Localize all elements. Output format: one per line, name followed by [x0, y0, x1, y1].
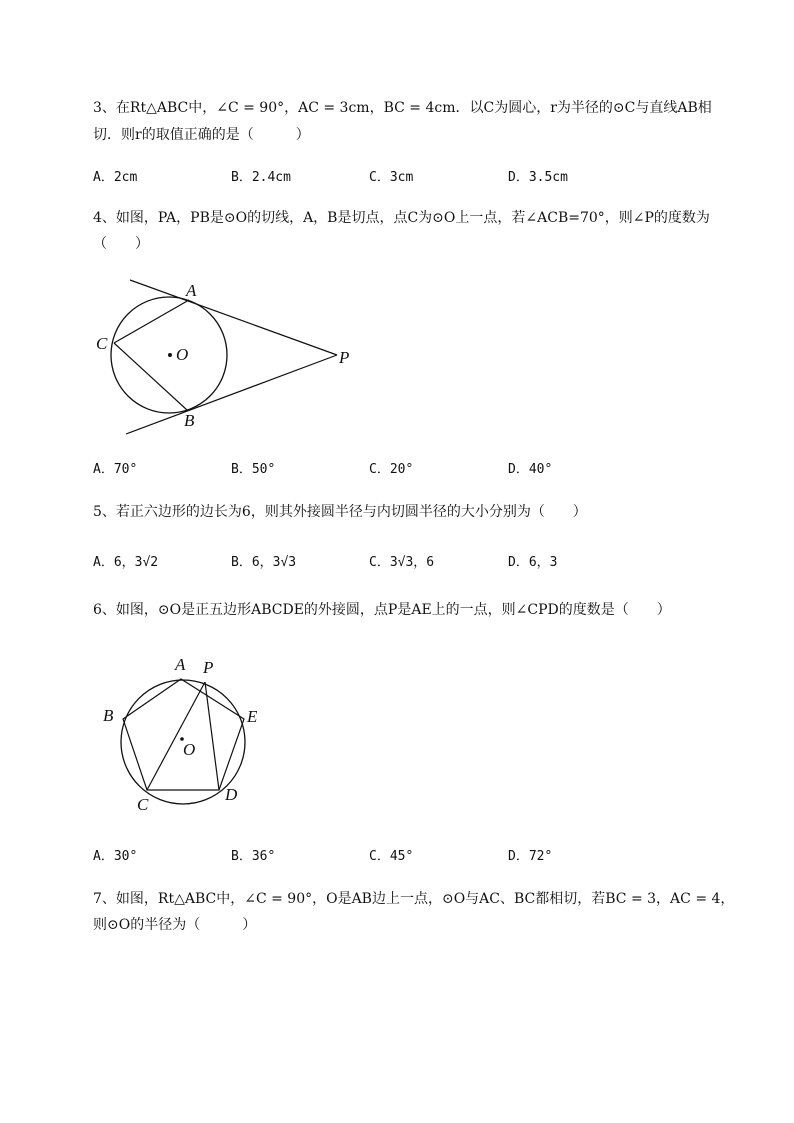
q6-option-b: B．36° — [231, 849, 276, 864]
q6-option-a: A．30° — [93, 849, 138, 864]
q6-label-b: B — [103, 706, 114, 725]
q5-option-d: D．6，3 — [508, 555, 558, 570]
q4-stem-line1: 4、如图，PA，PB是⊙O的切线，A，B是切点，点C为⊙O上一点，若∠ACB=70°，则∠P的度数为 — [93, 210, 710, 226]
q3-option-a: A．2cm — [93, 170, 138, 185]
q4-stem-line2: （ ） — [93, 236, 149, 252]
q4-label-a: A — [186, 281, 197, 300]
q3-option-d: D．3.5cm — [508, 170, 568, 185]
q4-label-p: P — [339, 348, 350, 367]
q6-label-o: O — [183, 740, 196, 759]
q4-label-b: B — [184, 411, 195, 430]
q4-option-b: B．50° — [231, 462, 276, 477]
q4-chord-ca — [114, 300, 189, 343]
q4-tangent-pb — [126, 355, 337, 434]
q5-stem-line1: 5、若正六边形的边长为6，则其外接圆半径与内切圆半径的大小分别为（ ） — [93, 504, 587, 520]
q3-stem-line1: 3、在Rt△ABC中，∠C = 90°，AC = 3cm，BC = 4cm．以C为圆心，r为半径的⊙C与直线AB相 — [93, 100, 712, 116]
q7-stem-line2: 则⊙O的半径为（ ） — [93, 917, 257, 933]
q4-center-dot — [168, 353, 172, 357]
q6-label-a: A — [175, 655, 186, 674]
q6-label-p: P — [203, 658, 214, 677]
q6-option-d: D．72° — [508, 849, 553, 864]
q6-label-d: D — [225, 785, 238, 804]
q6-pentagon-figure — [95, 650, 275, 820]
q4-tangent-pa — [130, 280, 337, 355]
q6-label-e: E — [247, 707, 258, 726]
q6-option-c: C．45° — [369, 849, 414, 864]
q4-label-c: C — [96, 334, 108, 353]
q7-stem-line1: 7、如图，Rt△ABC中，∠C = 90°，O是AB边上一点，⊙O与AC、BC都相切，若BC = 3，AC = 4， — [93, 891, 735, 907]
q3-stem-line2: 切．则r的取值正确的是（ ） — [93, 127, 310, 143]
q5-option-a: A．6，3√2 — [93, 555, 159, 570]
q6-label-c: C — [137, 795, 149, 814]
q6-segment-pc — [147, 682, 205, 790]
q6-stem-line1: 6、如图，⊙O是正五边形ABCDE的外接圆，点P是AE上的一点，则∠CPD的度数是（ ） — [93, 602, 671, 618]
q3-option-b: B．2.4cm — [231, 170, 291, 185]
q5-option-b: B．6，3√3 — [231, 555, 297, 570]
q4-label-o: O — [176, 345, 189, 364]
q4-tangent-figure — [90, 272, 370, 442]
q4-option-a: A．70° — [93, 462, 138, 477]
q4-option-d: D．40° — [508, 462, 553, 477]
q4-option-c: C．20° — [369, 462, 414, 477]
q5-option-c: C．3√3，6 — [369, 555, 435, 570]
q3-option-c: C．3cm — [369, 170, 414, 185]
